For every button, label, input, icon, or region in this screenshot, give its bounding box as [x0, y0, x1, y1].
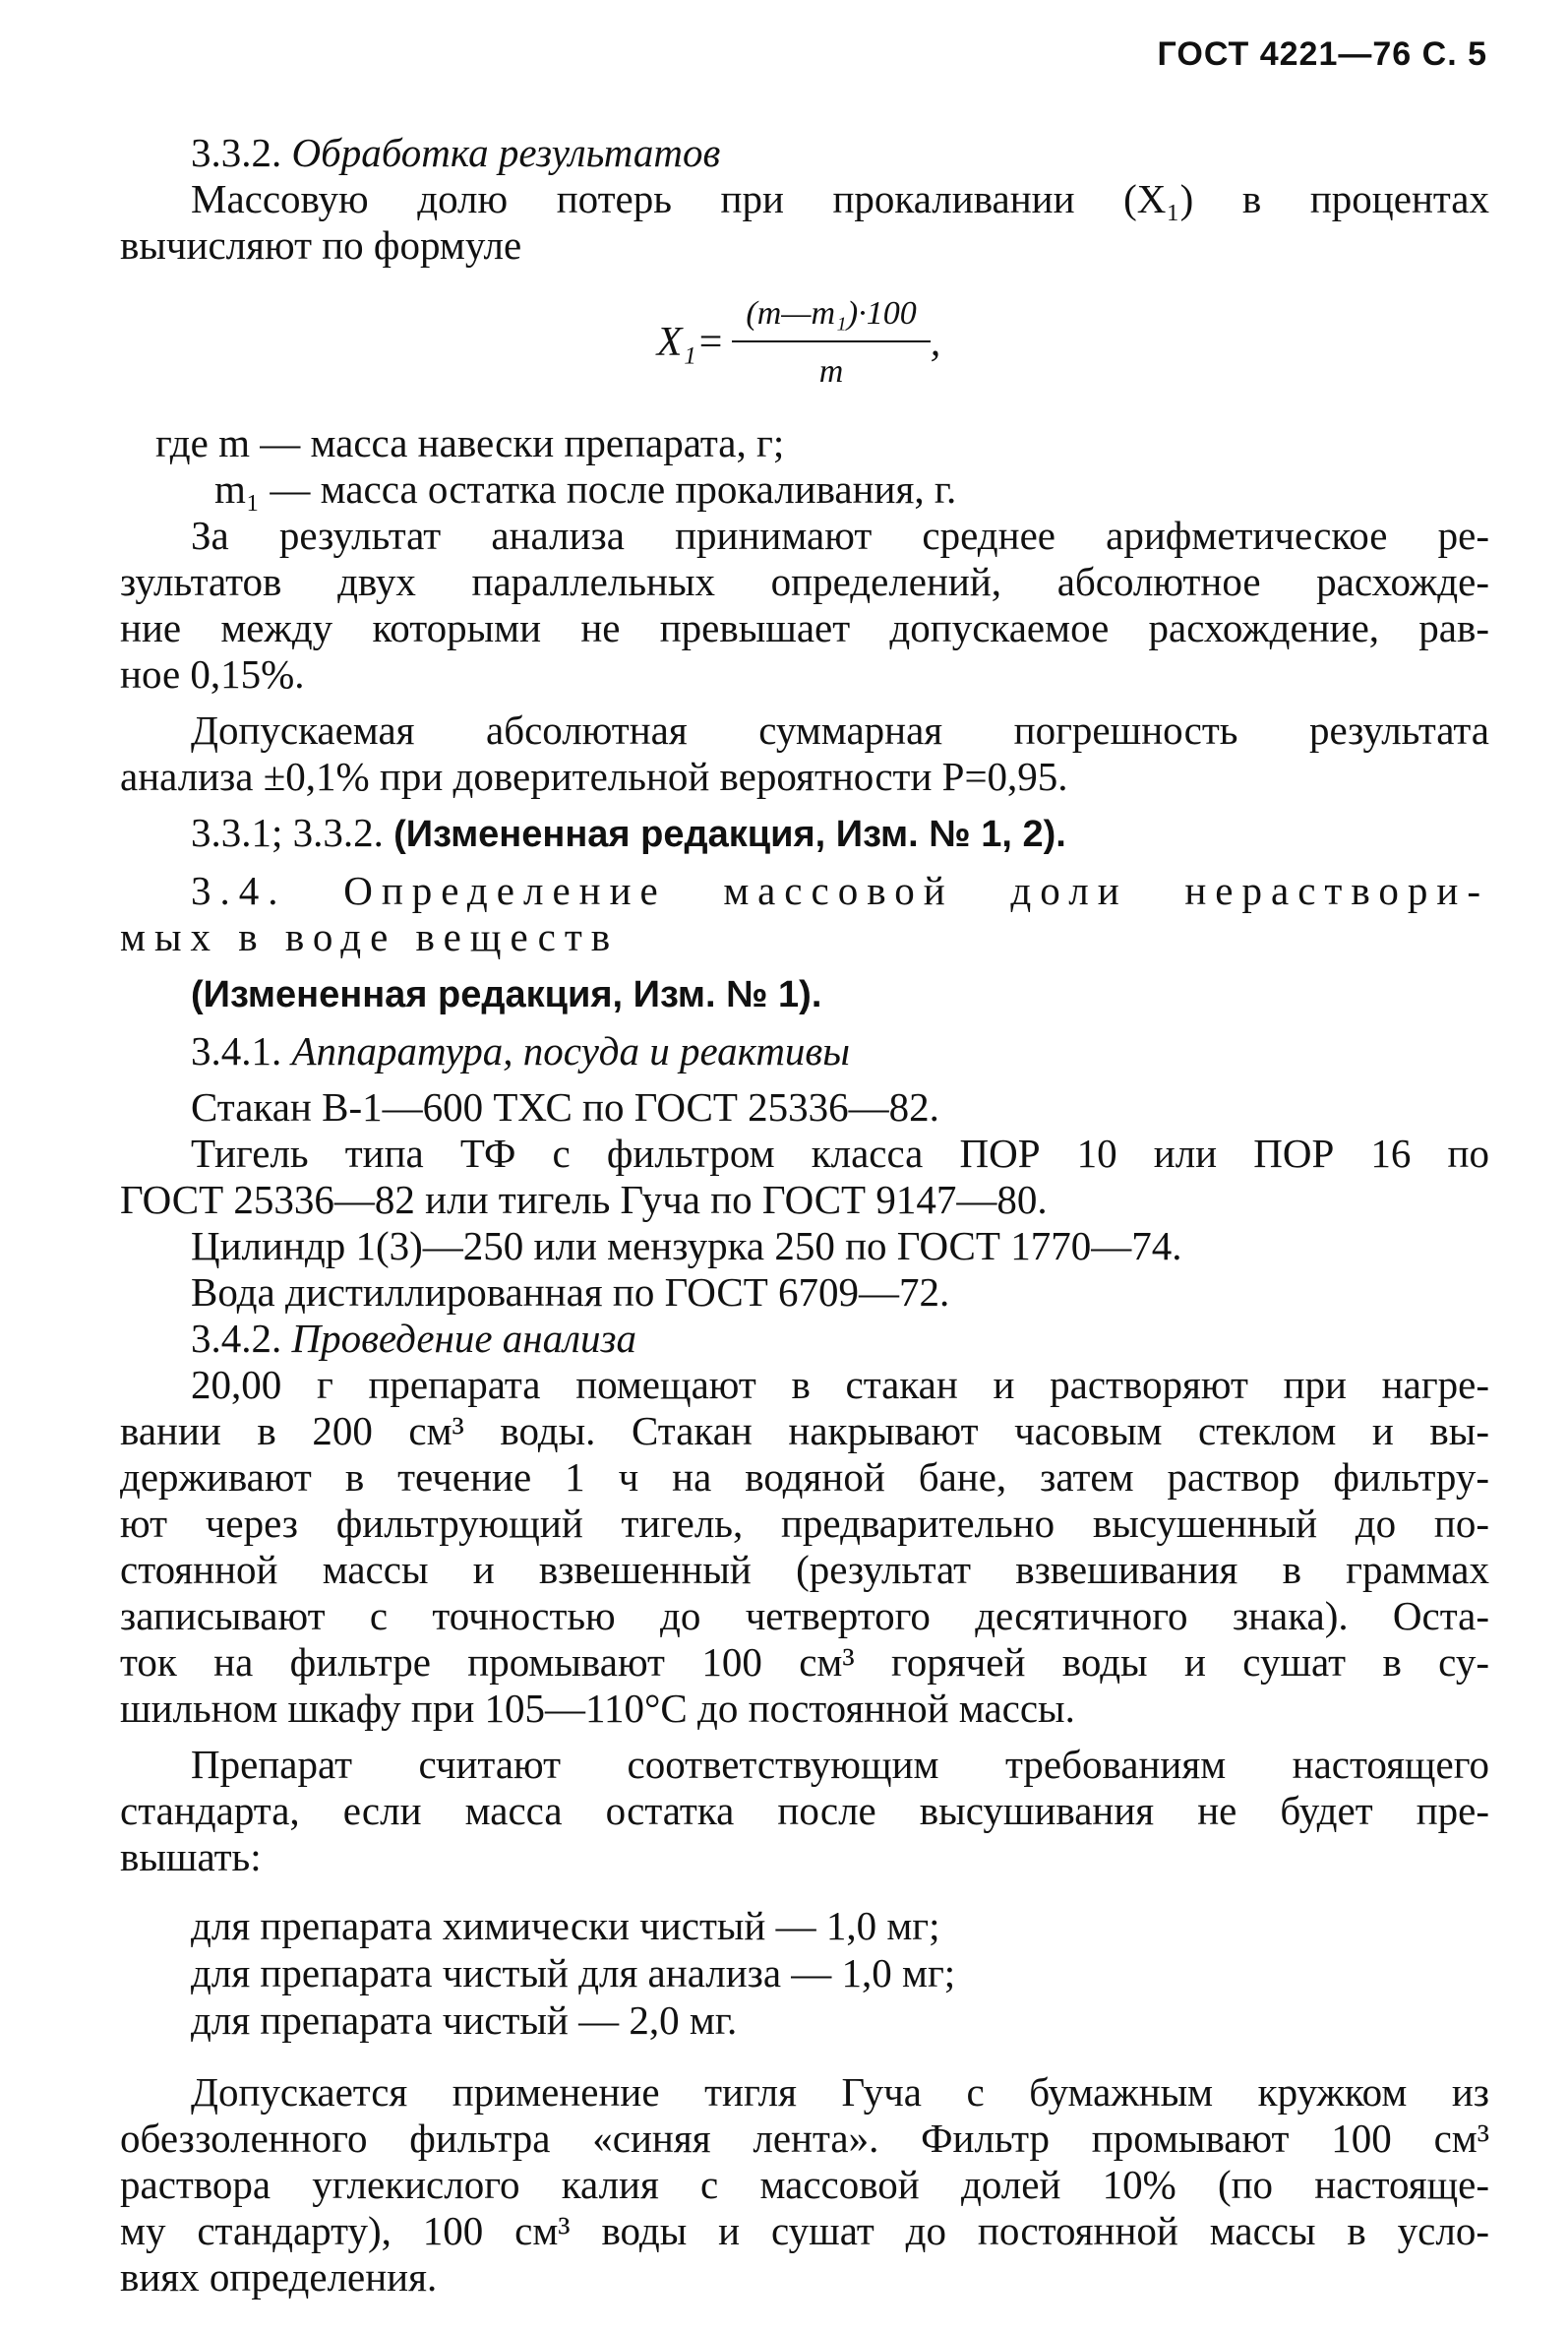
text-line: раствора углекислого калия с массовой долей 10% (по настояще-	[120, 2162, 1489, 2207]
equipment-item: Вода дистиллированная по ГОСТ 6709—72.	[191, 1269, 950, 1315]
edit-note-3-4	[120, 970, 1489, 1018]
text-line: мых в воде веществ	[120, 914, 620, 959]
text-line: му стандарту), 100 см³ воды и сушат до постоянной массы в усло-	[120, 2208, 1489, 2253]
text-line: Препарат считают соответствующим требованиям настоящего	[191, 1742, 1489, 1787]
text-line: держивают в течение 1 ч на водяной бане, затем раствор фильтру-	[120, 1454, 1489, 1500]
list-item: для препарата чистый для анализа — 1,0 мг;	[191, 1950, 956, 1995]
list-item: для препарата химически чистый — 1,0 мг;	[191, 1903, 940, 1948]
document-body	[120, 130, 1489, 2301]
text-line: ние между которыми не превышает допускаемое расхождение, рав-	[120, 605, 1489, 650]
limits-list	[120, 1902, 1489, 2044]
formula-lhs: X₁=	[656, 319, 725, 365]
text-line: вычисляют по формуле	[120, 222, 522, 268]
list-item: для препарата чистый — 2,0 мг.	[191, 1997, 738, 2043]
section-title: Аппаратура, посуда и реактивы	[291, 1028, 850, 1074]
equipment-item: Стакан В-1—600 ТХС по ГОСТ 25336—82.	[191, 1084, 939, 1130]
paragraph-procedure	[120, 1362, 1489, 1732]
where-line-2: m₁ — масса остатка после прокаливания, г.	[214, 466, 957, 512]
formula-denominator: m	[818, 353, 844, 390]
section-number: 3.4.2.	[191, 1316, 282, 1361]
section-number: 3.3.2.	[191, 130, 282, 175]
formula	[454, 290, 1143, 395]
text-line: Допускаемая абсолютная суммарная погрешность результата	[191, 707, 1489, 753]
paragraph-result	[120, 513, 1489, 698]
section-title: Проведение анализа	[291, 1316, 637, 1361]
section-title: Обработка результатов	[291, 130, 721, 175]
text-line: виях определения.	[120, 2254, 438, 2300]
text-line: вании в 200 см³ воды. Стакан накрывают часовым стеклом и вы-	[120, 1408, 1489, 1453]
section-heading-3-4	[120, 868, 1489, 960]
paragraph-gooch	[120, 2069, 1489, 2301]
edit-prefix: 3.3.1; 3.3.2.	[191, 810, 384, 855]
text-line: 3.4. Определение массовой доли нераствори-	[191, 868, 1489, 913]
equipment-item: Тигель типа ТФ с фильтром класса ПОР 10 или ПОР 16 по	[191, 1131, 1489, 1176]
section-heading-3-4-2	[120, 1316, 1489, 1362]
edit-note-bold: (Измененная редакция, Изм. № 1, 2).	[393, 814, 1066, 855]
section-heading-3-4-1	[120, 1028, 1489, 1074]
equipment-item: ГОСТ 25336—82 или тигель Гуча по ГОСТ 9147—80.	[120, 1177, 1048, 1222]
edit-note-3-3	[120, 810, 1489, 858]
paragraph-error	[120, 707, 1489, 800]
where-line-1: где m — масса навески препарата, г;	[155, 420, 785, 465]
text-line: ное 0,15%.	[120, 651, 305, 697]
formula-tail: ,	[930, 319, 941, 365]
text-line: анализа ±0,1% при доверительной вероятности P=0,95.	[120, 754, 1068, 799]
text-line: шильном шкафу при 105—110°С до постоянной массы.	[120, 1686, 1075, 1731]
equipment-item: Цилиндр 1(3)—250 или мензурка 250 по ГОСТ 1770—74.	[191, 1223, 1182, 1268]
paragraph-requirement	[120, 1742, 1489, 1880]
edit-note-bold: (Измененная редакция, Изм. № 1).	[191, 974, 822, 1015]
text-line: стандарта, если масса остатка после высушивания не будет пре-	[120, 1788, 1489, 1833]
text-line: вышать:	[120, 1834, 262, 1879]
text-line: 20,00 г препарата помещают в стакан и растворяют при нагре-	[191, 1362, 1489, 1407]
text-line: обеззоленного фильтра «синяя лента». Фильтр промывают 100 см³	[120, 2116, 1489, 2161]
text-line: ток на фильтре промывают 100 см³ горячей воды и сушат в су-	[120, 1639, 1489, 1685]
text-line: Массовую долю потерь при прокаливании (X₁) в процентах	[191, 176, 1489, 221]
section-number: 3.4.1.	[191, 1028, 282, 1074]
formula-numerator: (m—m₁)·100	[732, 290, 930, 342]
formula-fraction	[732, 290, 930, 395]
section-heading-3-3-2	[120, 130, 1489, 176]
text-line: ют через фильтрующий тигель, предварительно высушенный до по-	[120, 1501, 1489, 1546]
page-header: ГОСТ 4221—76 С. 5	[1157, 35, 1487, 73]
text-line: зультатов двух параллельных определений, абсолютное расхожде-	[120, 559, 1489, 604]
text-line: записывают с точностью до четвертого десятичного знака). Оста-	[120, 1593, 1489, 1638]
text-line: За результат анализа принимают среднее арифметическое ре-	[191, 513, 1489, 558]
text-line: Допускается применение тигля Гуча с бумажным кружком из	[191, 2069, 1489, 2115]
text-line: стоянной массы и взвешенный (результат взвешивания в граммах	[120, 1547, 1489, 1592]
